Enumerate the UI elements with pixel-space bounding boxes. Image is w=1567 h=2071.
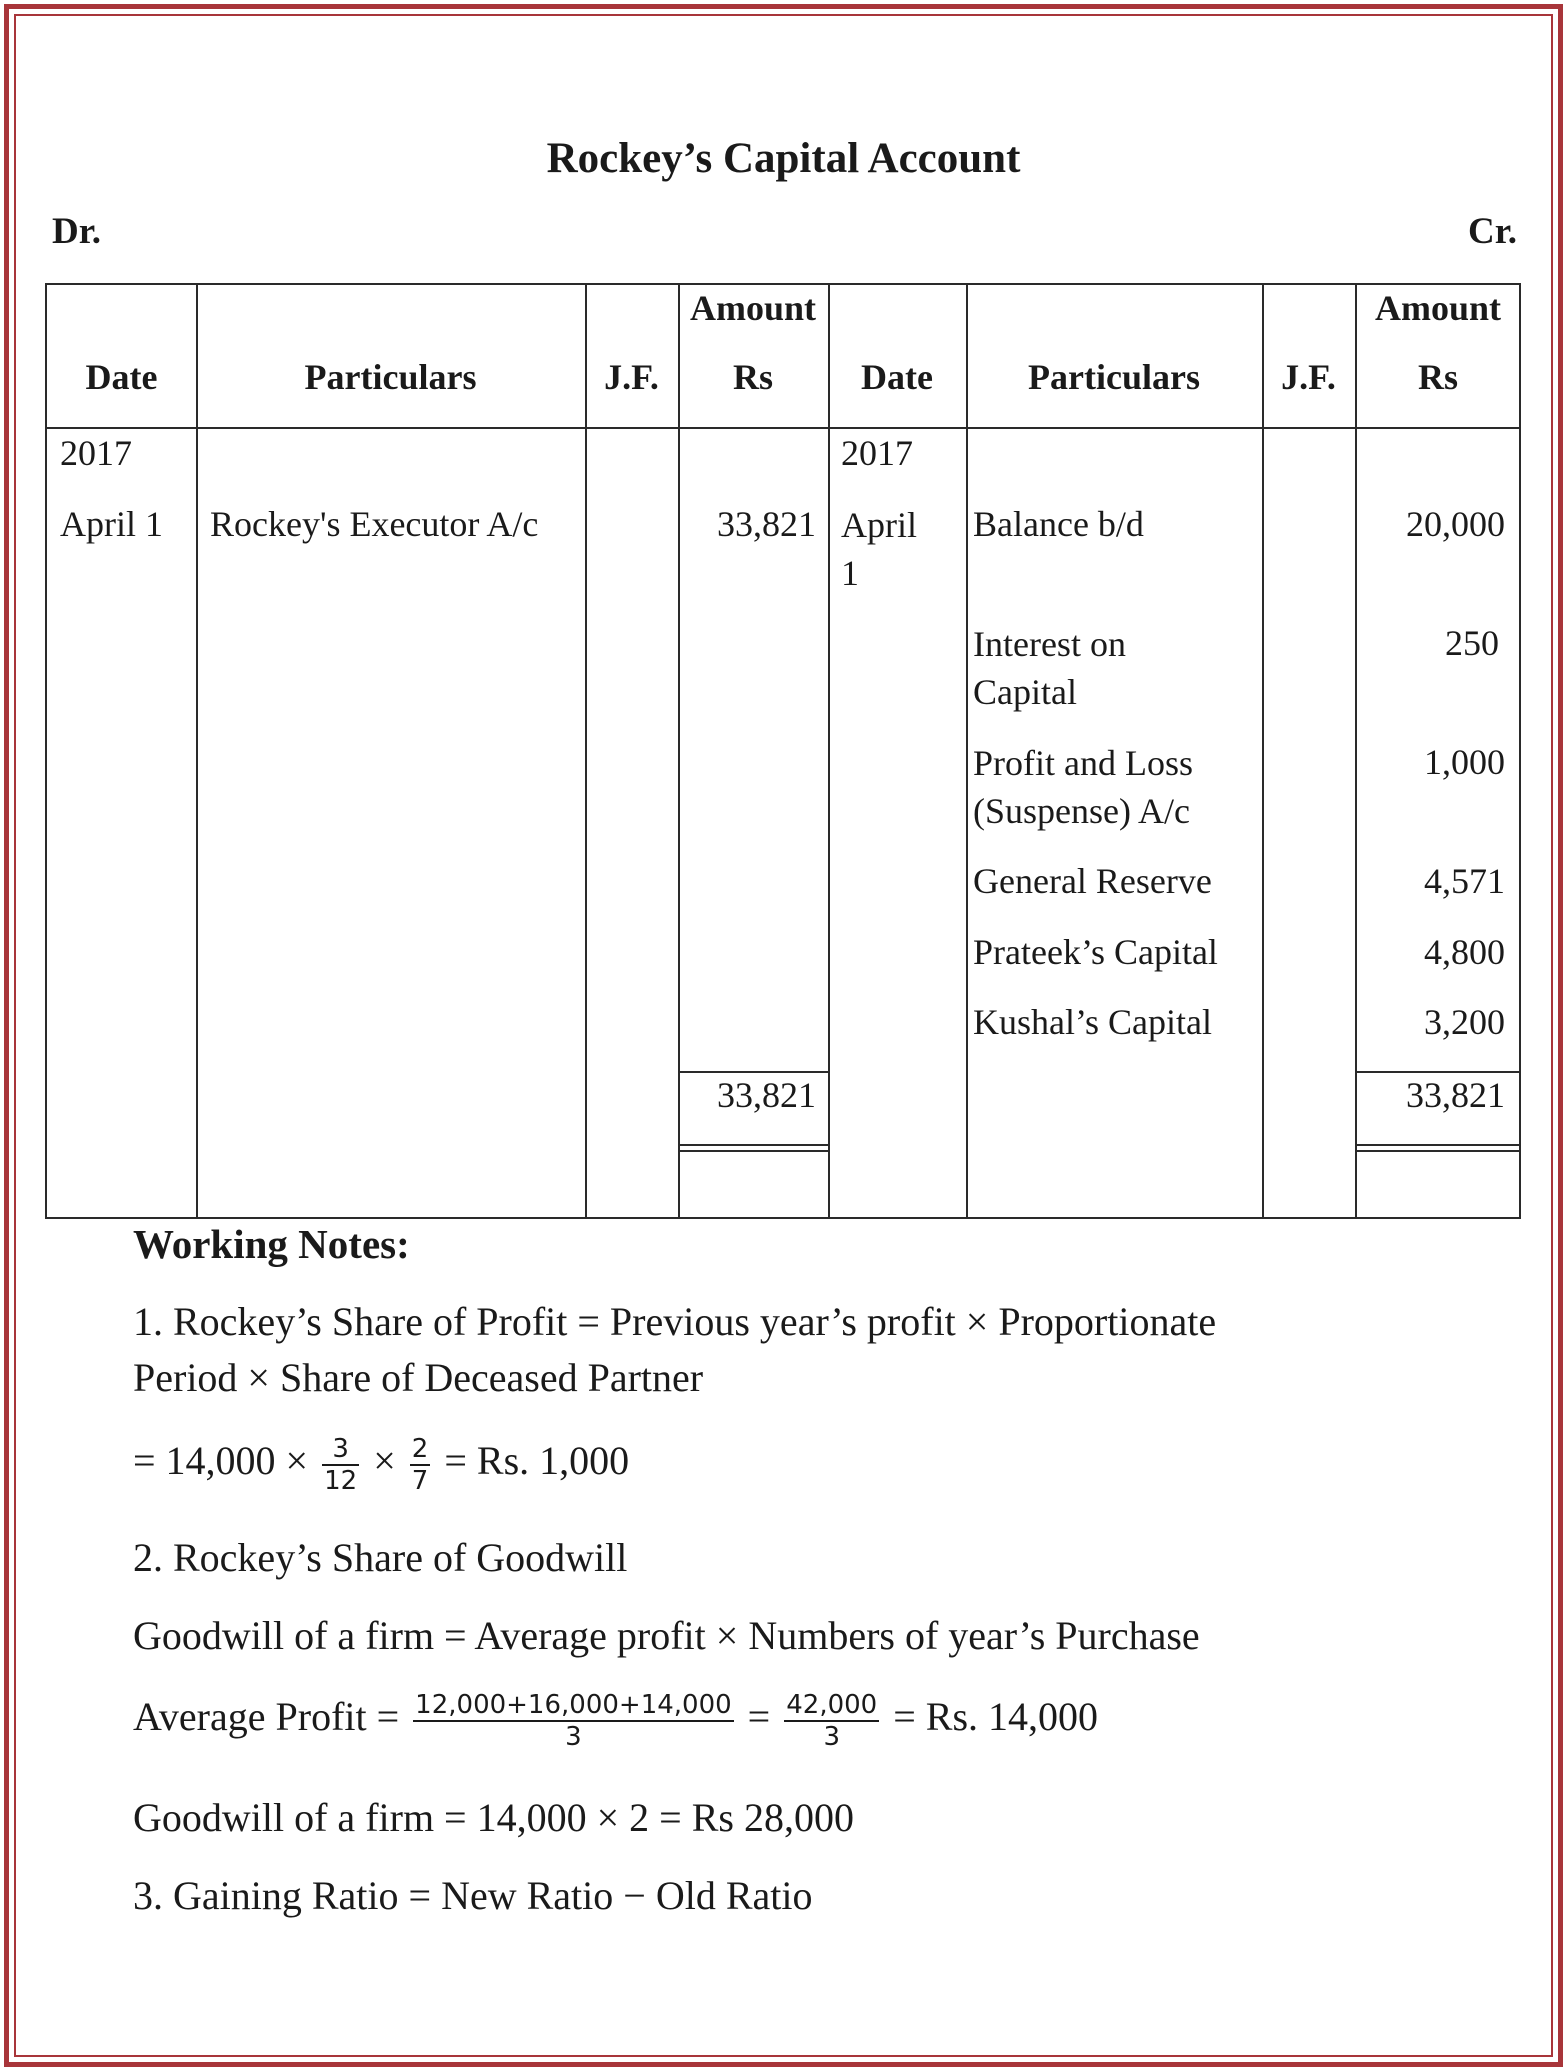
average-profit-calculation bbox=[133, 1690, 1098, 1752]
debit-year: 2017 bbox=[60, 433, 132, 473]
column-divider bbox=[966, 285, 968, 1217]
fraction-numerator: 42,000 bbox=[786, 1690, 878, 1720]
fraction-numerator: 3 bbox=[322, 1434, 359, 1466]
credit-label: Cr. bbox=[1468, 211, 1517, 252]
fraction bbox=[413, 1690, 734, 1752]
credit-total-double-line bbox=[1355, 1144, 1519, 1146]
column-divider bbox=[828, 285, 830, 1217]
header-particulars: Particulars bbox=[304, 357, 477, 397]
debit-total-double-line bbox=[678, 1150, 828, 1152]
avg-prefix: Average Profit = bbox=[133, 1694, 400, 1740]
column-divider bbox=[585, 285, 587, 1217]
credit-entry-particulars: General Reserve bbox=[973, 861, 1212, 901]
header-date: Date bbox=[861, 357, 933, 397]
debit-entry-amount: 33,821 bbox=[717, 504, 816, 544]
account-title: Rockey’s Capital Account bbox=[546, 135, 1021, 182]
fraction-denominator: 3 bbox=[565, 1722, 582, 1752]
times-sign: × bbox=[373, 1438, 396, 1484]
debit-total-double-line bbox=[678, 1144, 828, 1146]
credit-year: 2017 bbox=[841, 433, 913, 473]
calc-prefix: = 14,000 × bbox=[133, 1438, 309, 1484]
note3: 3. Gaining Ratio = New Ratio − Old Ratio bbox=[133, 1873, 813, 1918]
fraction-numerator: 12,000+16,000+14,000 bbox=[415, 1690, 732, 1720]
debit-label: Dr. bbox=[52, 211, 101, 252]
goodwill-calculation: Goodwill of a firm = 14,000 × 2 = Rs 28,000 bbox=[133, 1795, 854, 1840]
header-jf: J.F. bbox=[1281, 357, 1336, 397]
header-date: Date bbox=[85, 357, 158, 397]
header-amount: Amount bbox=[1374, 288, 1502, 328]
credit-entry-amount: 4,571 bbox=[1424, 861, 1505, 901]
credit-entry-particulars: Balance b/d bbox=[973, 504, 1144, 544]
column-divider bbox=[196, 285, 198, 1217]
debit-entry-particulars: Rockey's Executor A/c bbox=[210, 504, 539, 544]
note1-line1: 1. Rockey’s Share of Profit = Previous year’s profit × Proportionate bbox=[133, 1299, 1217, 1344]
note2: 2. Rockey’s Share of Goodwill bbox=[133, 1535, 628, 1580]
credit-entry-amount: 4,800 bbox=[1424, 932, 1505, 972]
note1-line2: Period × Share of Deceased Partner bbox=[133, 1355, 704, 1400]
ledger-table bbox=[45, 283, 1521, 1219]
equals-sign: = bbox=[747, 1694, 771, 1740]
fraction-denominator: 3 bbox=[823, 1722, 840, 1752]
debit-total: 33,821 bbox=[717, 1075, 816, 1115]
credit-total-double-line bbox=[1355, 1150, 1519, 1152]
header-rs: Rs bbox=[1417, 357, 1458, 397]
profit-share-calculation bbox=[133, 1434, 629, 1496]
avg-result: = Rs. 14,000 bbox=[893, 1694, 1099, 1740]
header-amount: Amount bbox=[689, 288, 817, 328]
credit-entry-particulars: Profit and Loss (Suspense) A/c bbox=[973, 743, 1193, 831]
credit-entry-particulars: Interest on Capital bbox=[973, 624, 1126, 712]
credit-entry-amount: 250 bbox=[1445, 623, 1499, 663]
fraction-denominator: 7 bbox=[411, 1466, 429, 1496]
credit-entry-amount: 1,000 bbox=[1424, 742, 1505, 782]
header-rs: Rs bbox=[732, 357, 773, 397]
column-divider bbox=[1262, 285, 1264, 1217]
fraction bbox=[410, 1434, 431, 1496]
credit-entry-amount: 20,000 bbox=[1406, 504, 1505, 544]
credit-entry-amount: 3,200 bbox=[1424, 1002, 1505, 1042]
goodwill-formula: Goodwill of a firm = Average profit × Numbers of year’s Purchase bbox=[133, 1613, 1200, 1658]
fraction bbox=[322, 1434, 359, 1496]
fraction-numerator: 2 bbox=[411, 1434, 429, 1464]
calc-result: = Rs. 1,000 bbox=[444, 1438, 630, 1484]
header-jf: J.F. bbox=[604, 357, 659, 397]
fraction-denominator: 12 bbox=[324, 1466, 358, 1496]
fraction bbox=[784, 1690, 879, 1752]
credit-total: 33,821 bbox=[1406, 1075, 1505, 1115]
working-notes-title: Working Notes: bbox=[133, 1221, 410, 1267]
credit-date: April 1 bbox=[841, 505, 917, 593]
header-particulars: Particulars bbox=[1028, 357, 1200, 397]
credit-entry-particulars: Kushal’s Capital bbox=[973, 1002, 1212, 1042]
header-divider bbox=[47, 427, 1519, 429]
debit-entry-date: April 1 bbox=[60, 504, 163, 544]
credit-entry-particulars: Prateek’s Capital bbox=[973, 932, 1218, 972]
